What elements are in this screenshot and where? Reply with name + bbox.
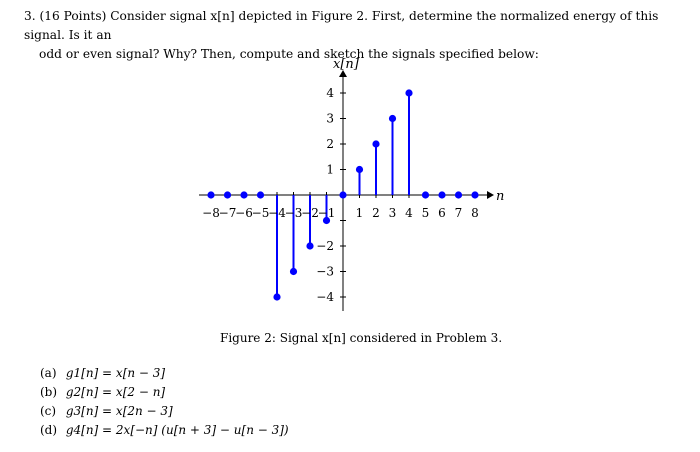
subproblem-list: [40, 364, 289, 440]
part-b-label: (b): [40, 385, 58, 399]
stem-point: [306, 242, 313, 249]
part-b: [40, 383, 289, 402]
y-tick-label: 2: [326, 137, 334, 151]
stem-point: [405, 89, 412, 96]
x-tick-label: −3: [284, 206, 303, 220]
x-tick-label: 7: [454, 206, 463, 220]
part-c-label: (c): [40, 404, 57, 418]
x-tick-label: 6: [438, 206, 446, 220]
x-tick-label: −5: [251, 206, 270, 220]
part-d: [40, 421, 289, 440]
y-tick-label: −4: [316, 290, 334, 304]
x-tick-label: 1: [355, 206, 364, 220]
part-c: [40, 402, 289, 421]
stem-point: [389, 115, 396, 122]
stem-point: [356, 166, 363, 173]
x-tick-label: −4: [268, 206, 286, 220]
stem-point: [273, 293, 280, 300]
x-tick-label: −2: [301, 206, 319, 220]
stem-point: [224, 191, 231, 198]
x-tick-label: 4: [405, 206, 413, 220]
x-tick-label: 2: [372, 206, 380, 220]
x-tick-label: 3: [388, 206, 397, 220]
axes: [199, 71, 493, 311]
figure-caption: Figure 2: Signal x[n] considered in Problem 3.: [220, 331, 503, 345]
x-axis-label: n: [496, 189, 505, 204]
stem-point: [207, 191, 214, 198]
stem-point: [372, 140, 379, 147]
x-tick-label: −7: [218, 206, 237, 220]
stem-point: [240, 191, 247, 198]
y-tick-label: 1: [326, 162, 334, 177]
x-tick-label: 5: [421, 206, 430, 220]
stem-point: [438, 191, 445, 198]
stem-point: [422, 191, 429, 198]
stem-point: [339, 191, 346, 198]
stem-point: [455, 191, 462, 198]
problem-line-1: 3. (16 Points) Consider signal x[n] depicted in Figure 2. First, determine the normalized energy of this signal. Is it an: [24, 9, 659, 42]
part-d-label: (d): [40, 423, 58, 437]
stem-point: [257, 191, 264, 198]
y-tick-label: −3: [316, 264, 334, 279]
part-d-formula: g4[n] = 2x[−n] (u[n + 3] − u[n − 3]): [65, 423, 289, 437]
y-tick-label: 4: [326, 86, 334, 100]
part-a-formula: g1[n] = x[n − 3]: [65, 366, 166, 380]
x-tick-label: −1: [317, 206, 336, 220]
stem-point: [290, 268, 297, 275]
part-a: [40, 364, 289, 383]
stem-point: [471, 191, 478, 198]
x-tick-label: −6: [235, 206, 253, 220]
part-b-formula: g2[n] = x[2 − n]: [65, 385, 166, 399]
y-tick-label: 3: [326, 111, 334, 126]
y-axis-label: x[n]: [333, 57, 359, 72]
problem-line-2: odd or even signal? Why? Then, compute and sketch the signals specified below:: [39, 47, 539, 61]
y-tick-label: −2: [316, 239, 334, 253]
part-a-label: (a): [40, 366, 57, 380]
x-tick-label: −8: [202, 206, 220, 220]
part-c-formula: g3[n] = x[2n − 3]: [65, 404, 173, 418]
x-tick-label: 8: [471, 206, 479, 220]
